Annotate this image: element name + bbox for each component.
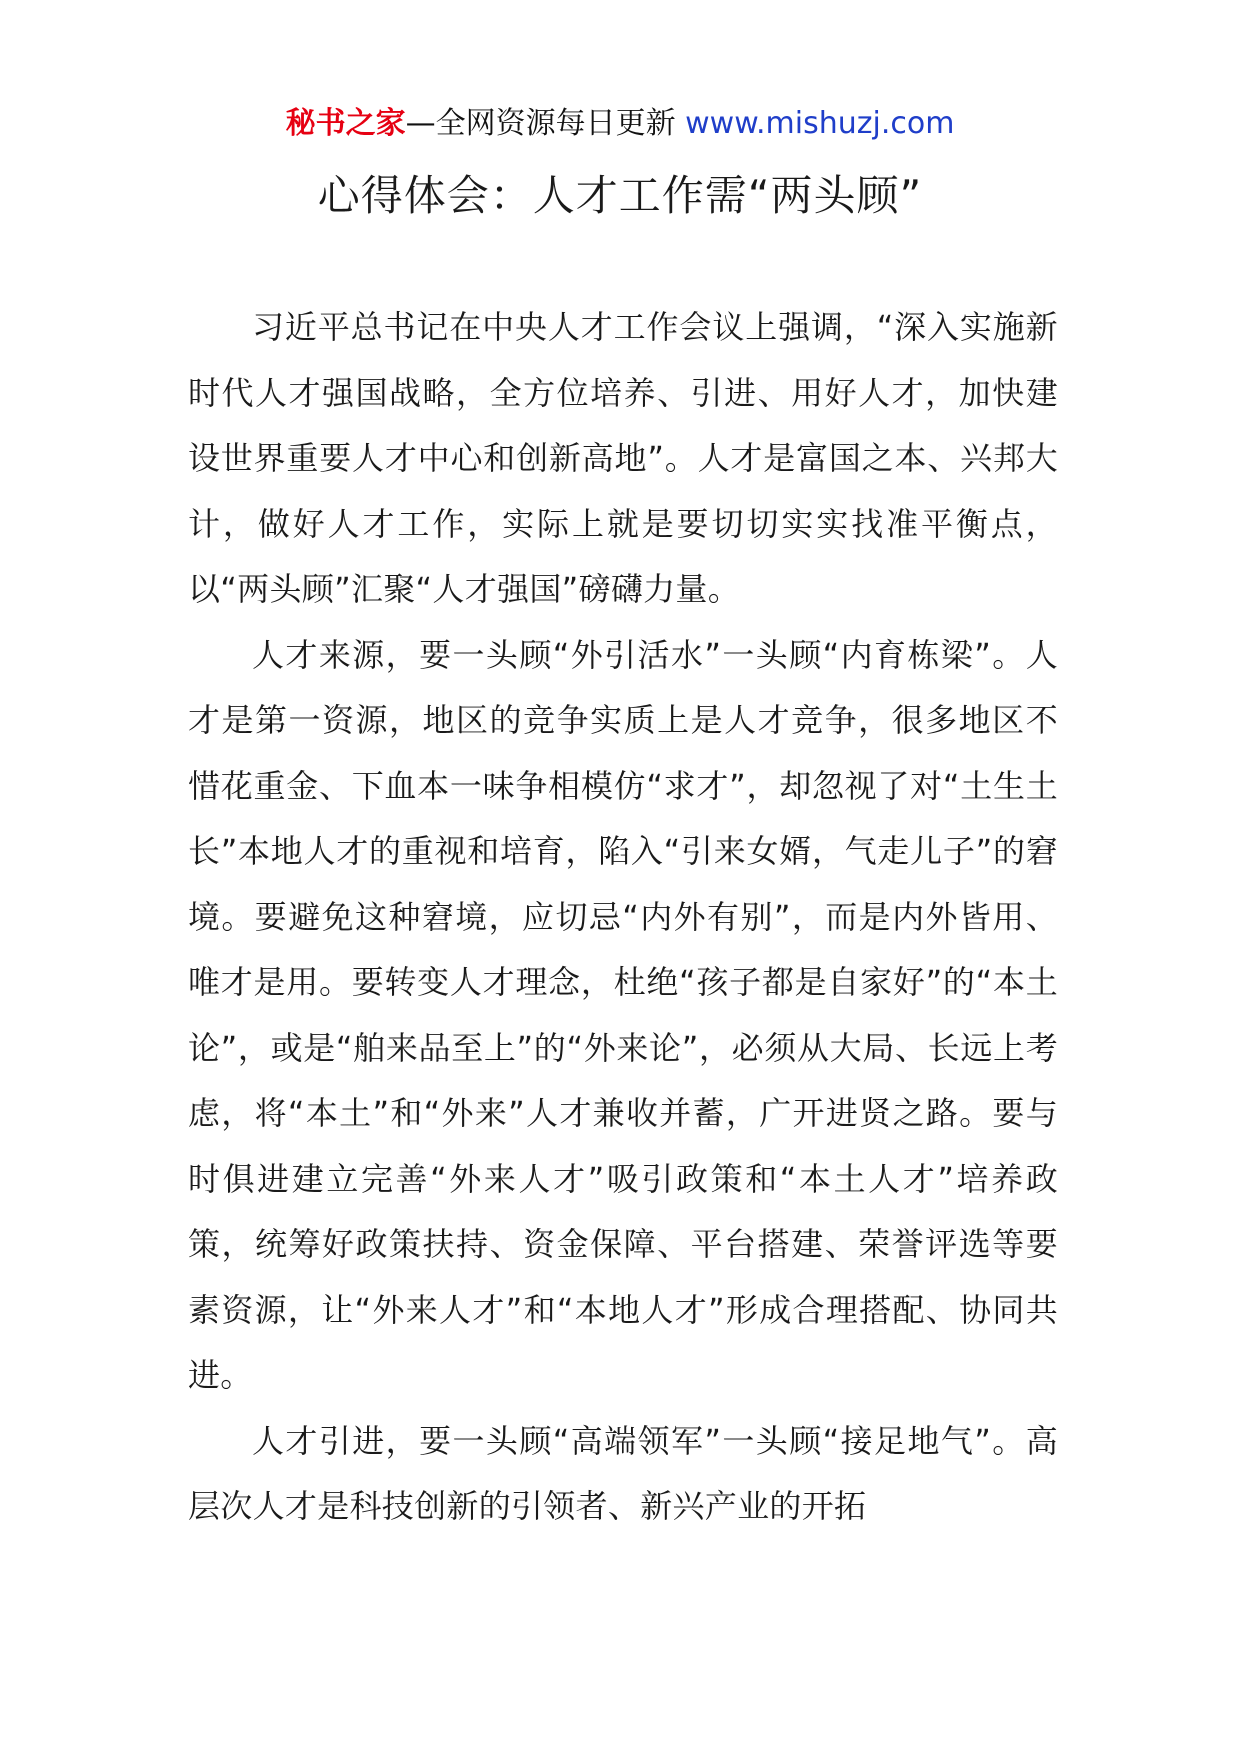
document-body — [188, 295, 1058, 1540]
paragraph-1: 习近平总书记在中央人才工作会议上强调，“深入实施新时代人才强国战略，全方位培养、引进、用好人才，加快建设世界重要人才中心和创新高地”。人才是富国之本、兴邦大计，做好人才工作，实际上就是要切切实实找准平衡点，以“两头顾”汇聚“人才强国”磅礴力量。 — [188, 308, 1058, 608]
header-tagline: —全网资源每日更新 — [405, 106, 676, 141]
site-header — [0, 104, 1240, 144]
brand-name: 秘书之家 — [285, 106, 406, 141]
document-title: 心得体会：人才工作需“两头顾” — [317, 171, 923, 220]
paragraph-3: 人才引进，要一头顾“高端领军”一头顾“接足地气”。高层次人才是科技创新的引领者、新兴产业的开拓 — [188, 1421, 1058, 1525]
paragraph-2: 人才来源，要一头顾“外引活水”一头顾“内育栋梁”。人才是第一资源，地区的竞争实质上是人才竞争，很多地区不惜花重金、下血本一味争相模仿“求才”，却忽视了对“土生土长”本地人才的重视和培育，陷入“引来女婿，气走儿子”的窘境。要避免这种窘境，应切忌“内外有别”，而是内外皆用、唯才是用。要转变人才理念，杜绝“孩子都是自家好”的“本土论”，或是“舶来品至上”的“外来论”，必须从大局、长远上考虑，将“本土”和“外来”人才兼收并蓄，广开进贤之路。要与时俱进建立完善“外来人才”吸引政策和“本土人才”培养政策，统筹好政策扶持、资金保障、平台搭建、荣誉评选等要素资源，让“外来人才”和“本地人才”形成合理搭配、协同共进。 — [188, 635, 1058, 1394]
site-url-link[interactable]: www.mishuzj.com — [685, 106, 955, 141]
